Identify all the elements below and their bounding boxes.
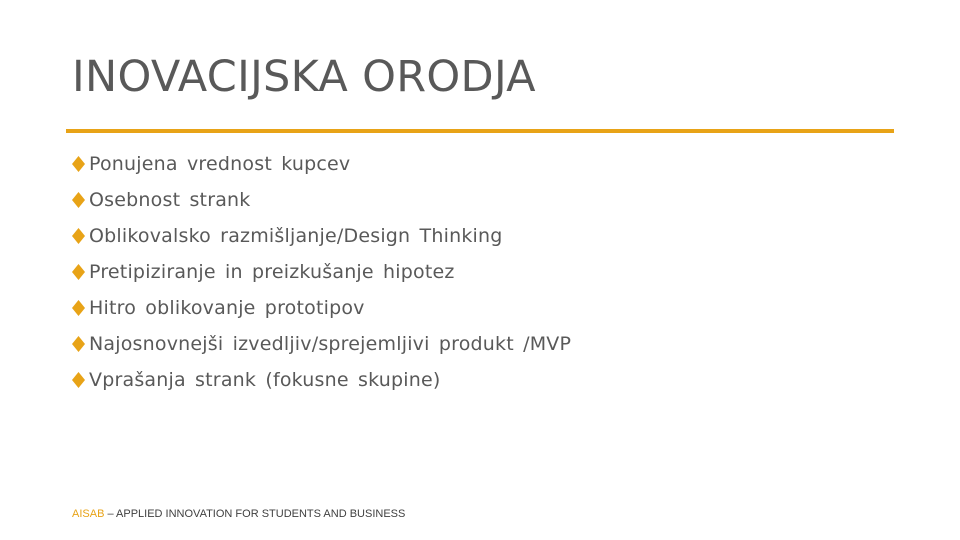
diamond-bullet-icon — [72, 155, 85, 173]
footer-brand: AISAB — [72, 508, 105, 520]
diamond-bullet-icon — [72, 263, 85, 281]
diamond-bullet-icon — [72, 335, 85, 353]
diamond-bullet-icon — [72, 371, 85, 389]
diamond-bullet-icon — [72, 227, 85, 245]
slide-footer — [72, 508, 405, 520]
list-item — [72, 290, 571, 326]
bullet-text: Oblikovalsko razmišljanje/Design Thinking — [89, 225, 503, 247]
list-item — [72, 182, 571, 218]
diamond-bullet-icon — [72, 191, 85, 209]
bullet-text: Hitro oblikovanje prototipov — [89, 297, 365, 319]
list-item — [72, 218, 571, 254]
title-underline-rule — [66, 129, 894, 133]
list-item — [72, 146, 571, 182]
bullet-text: Najosnovnejši izvedljiv/sprejemljivi produkt /MVP — [89, 333, 572, 355]
list-item — [72, 254, 571, 290]
bullet-text: Osebnost strank — [89, 189, 251, 211]
bullet-list — [72, 146, 571, 398]
list-item — [72, 362, 571, 398]
bullet-text: Vprašanja strank (fokusne skupine) — [89, 369, 441, 391]
slide-title: INOVACIJSKA ORODJA — [72, 52, 536, 102]
footer-text: – APPLIED INNOVATION FOR STUDENTS AND BUSINESS — [104, 508, 406, 520]
list-item — [72, 326, 571, 362]
bullet-text: Ponujena vrednost kupcev — [89, 153, 351, 175]
diamond-bullet-icon — [72, 299, 85, 317]
bullet-text: Pretipiziranje in preizkušanje hipotez — [89, 261, 455, 283]
